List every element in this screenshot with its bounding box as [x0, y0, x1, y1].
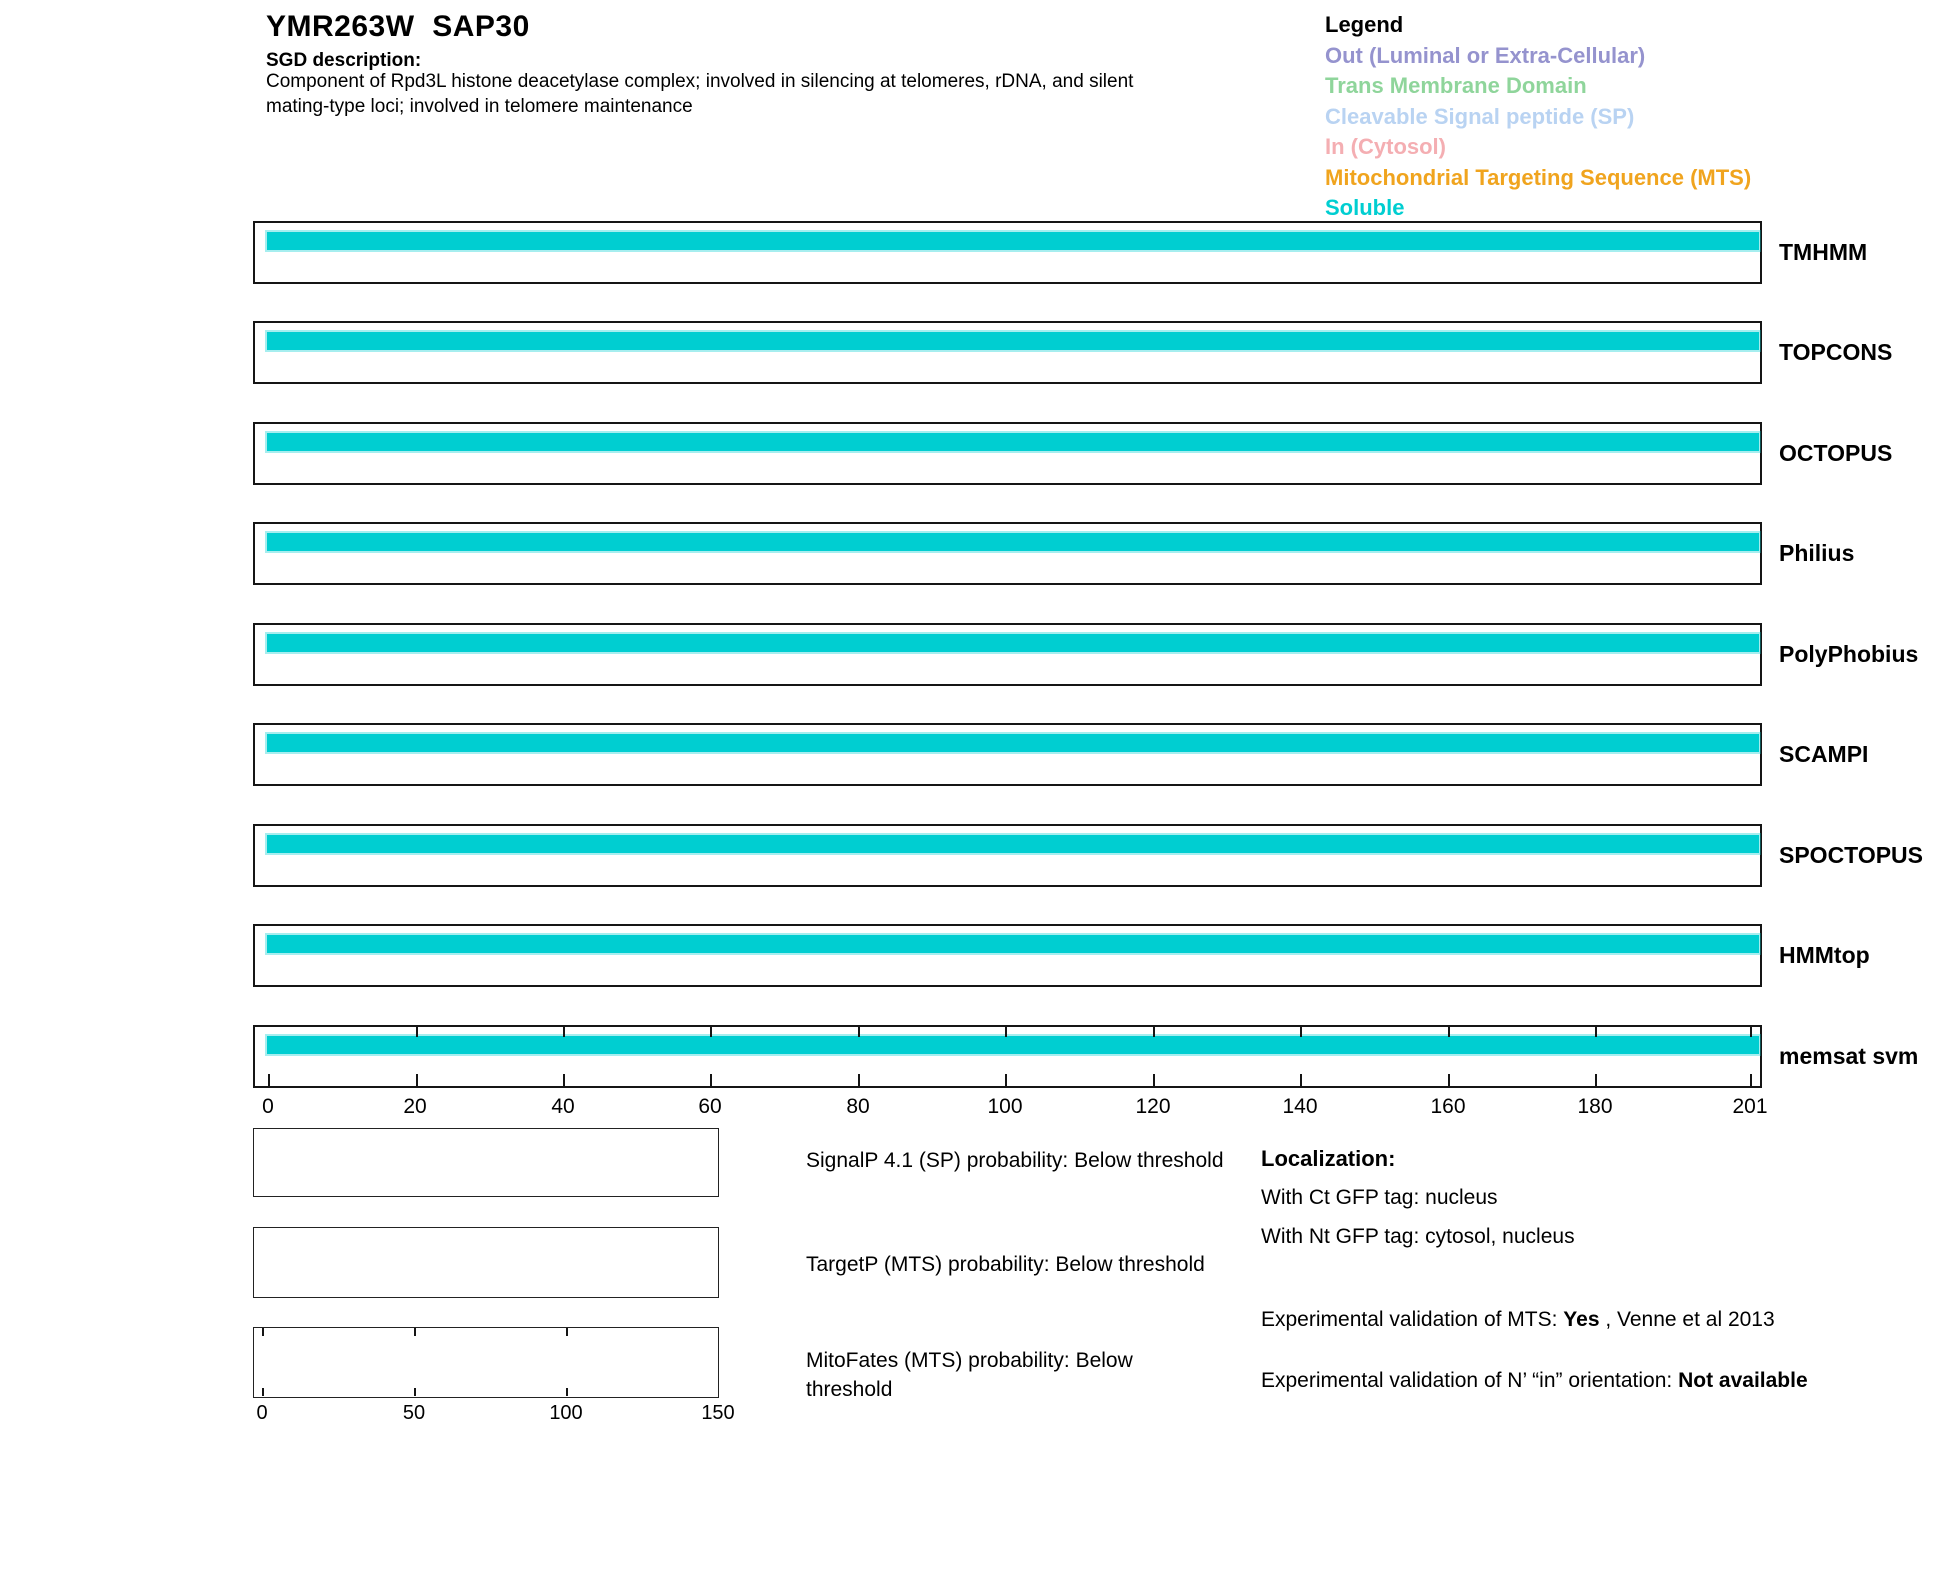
mitofates-axis — [0, 1402, 900, 1426]
track-row-hmmtop — [0, 924, 1950, 987]
track-label: TOPCONS — [1779, 339, 1893, 365]
legend-title: Legend — [1325, 12, 1404, 37]
track-row-octopus — [0, 422, 1950, 485]
residue-axis — [0, 1095, 1950, 1121]
soluble-bar — [267, 935, 1759, 953]
legend — [1325, 10, 1751, 224]
track-box — [253, 522, 1762, 585]
track-box-with-axis — [253, 1025, 1762, 1088]
track-box — [253, 422, 1762, 485]
axis-tick-label: 80 — [846, 1095, 870, 1118]
axis-tick — [262, 1388, 264, 1396]
axis-tick — [1448, 1027, 1450, 1037]
axis-tick — [1595, 1027, 1597, 1037]
track-label: SCAMPI — [1779, 741, 1869, 767]
signalp-caption: SignalP 4.1 (SP) probability: Below threshold — [806, 1149, 1224, 1172]
track-label: HMMtop — [1779, 942, 1870, 968]
sgd-description-label: SGD description: — [266, 50, 422, 71]
axis-tick — [416, 1027, 418, 1037]
axis-tick — [1300, 1074, 1302, 1086]
axis-tick — [1153, 1074, 1155, 1086]
axis-tick — [566, 1328, 568, 1336]
track-label: OCTOPUS — [1779, 440, 1893, 466]
soluble-bar — [267, 1036, 1759, 1054]
sgd-description-line: Component of Rpd3L histone deacetylase complex; involved in silencing at telomeres, rDNA, and silent — [266, 71, 1134, 92]
mts-validation-prefix: Experimental validation of MTS: — [1261, 1308, 1564, 1331]
track-row-memsat-svm — [0, 1025, 1950, 1088]
sgd-description-line: mating-type loci; involved in telomere maintenance — [266, 96, 693, 117]
soluble-bar — [267, 835, 1759, 853]
legend-item-out: Out (Luminal or Extra-Cellular) — [1325, 42, 1646, 68]
axis-tick-label: 50 — [402, 1402, 426, 1424]
track-box — [253, 321, 1762, 384]
legend-item-in-cytosol: In (Cytosol) — [1325, 134, 1446, 159]
axis-tick — [268, 1074, 270, 1086]
track-row-tmhmm — [0, 221, 1950, 284]
axis-tick — [1005, 1027, 1007, 1037]
soluble-bar — [267, 533, 1759, 551]
localization-nt-line: With Nt GFP tag: cytosol, nucleus — [1261, 1225, 1575, 1248]
track-label: Philius — [1779, 540, 1855, 566]
axis-tick-label: 100 — [549, 1402, 583, 1424]
axis-tick-label: 20 — [403, 1095, 427, 1118]
axis-tick — [1448, 1074, 1450, 1086]
axis-tick — [414, 1388, 416, 1396]
track-box — [253, 623, 1762, 686]
mitofates-plot — [253, 1327, 719, 1398]
legend-item-transmembrane: Trans Membrane Domain — [1325, 73, 1587, 98]
axis-tick — [1750, 1074, 1752, 1086]
axis-tick — [1595, 1074, 1597, 1086]
axis-tick-label: 0 — [256, 1402, 268, 1424]
axis-tick-label: 150 — [701, 1402, 735, 1424]
axis-tick-label: 60 — [698, 1095, 722, 1118]
legend-item-soluble: Soluble — [1325, 195, 1405, 220]
mitofates-caption-line: MitoFates (MTS) probability: Below — [806, 1349, 1133, 1372]
targetp-caption: TargetP (MTS) probability: Below threshold — [806, 1253, 1205, 1276]
axis-tick-label: 201 — [1732, 1095, 1768, 1118]
axis-tick — [710, 1027, 712, 1037]
orientation-validation-prefix: Experimental validation of N’ “in” orientation: — [1261, 1369, 1679, 1392]
axis-tick — [1300, 1027, 1302, 1037]
axis-tick — [563, 1074, 565, 1086]
axis-tick-label: 120 — [1135, 1095, 1171, 1118]
track-box — [253, 221, 1762, 284]
track-box — [253, 723, 1762, 786]
orientation-validation-value: Not available — [1678, 1369, 1808, 1392]
track-label: TMHMM — [1779, 239, 1868, 265]
axis-tick-label: 40 — [551, 1095, 575, 1118]
axis-tick — [1153, 1027, 1155, 1037]
soluble-bar — [267, 734, 1759, 752]
signalp-plot — [253, 1128, 719, 1197]
track-box — [253, 924, 1762, 987]
soluble-bar — [267, 332, 1759, 350]
legend-item-mts: Mitochondrial Targeting Sequence (MTS) — [1325, 164, 1752, 190]
axis-tick — [414, 1328, 416, 1336]
mts-validation-suffix: , Venne et al 2013 — [1599, 1308, 1775, 1331]
axis-tick-label: 0 — [262, 1095, 274, 1118]
axis-tick-label: 100 — [987, 1095, 1023, 1118]
axis-tick — [1750, 1027, 1752, 1037]
axis-tick — [563, 1027, 565, 1037]
track-row-topcons — [0, 321, 1950, 384]
soluble-bar — [267, 232, 1759, 250]
track-row-philius — [0, 522, 1950, 585]
track-label: memsat svm — [1779, 1043, 1919, 1069]
legend-item-signal-peptide: Cleavable Signal peptide (SP) — [1325, 103, 1635, 129]
track-row-scampi — [0, 723, 1950, 786]
track-label: PolyPhobius — [1779, 641, 1919, 667]
track-box — [253, 824, 1762, 887]
track-label: SPOCTOPUS — [1779, 842, 1923, 868]
orientation-validation-line — [1261, 1364, 1851, 1397]
axis-tick — [262, 1328, 264, 1336]
targetp-plot — [253, 1227, 719, 1298]
track-row-polyphobius — [0, 623, 1950, 686]
mts-validation-value: Yes — [1563, 1308, 1600, 1331]
localization-title: Localization: — [1261, 1146, 1396, 1171]
axis-tick-label: 180 — [1577, 1095, 1613, 1118]
axis-tick — [858, 1027, 860, 1037]
axis-tick-label: 160 — [1430, 1095, 1466, 1118]
soluble-bar — [267, 433, 1759, 451]
page-title: YMR263W SAP30 — [266, 10, 530, 43]
mitofates-caption — [806, 1346, 1226, 1404]
localization-ct-line: With Ct GFP tag: nucleus — [1261, 1186, 1498, 1209]
axis-tick — [416, 1074, 418, 1086]
mts-validation-line — [1261, 1308, 1775, 1332]
soluble-bar — [267, 634, 1759, 652]
axis-tick — [1005, 1074, 1007, 1086]
axis-tick — [858, 1074, 860, 1086]
axis-tick-label: 140 — [1282, 1095, 1318, 1118]
axis-tick — [566, 1388, 568, 1396]
track-row-spoctopus — [0, 824, 1950, 887]
sgd-description-text — [266, 69, 1133, 119]
axis-tick — [710, 1074, 712, 1086]
mitofates-caption-line: threshold — [806, 1378, 893, 1401]
